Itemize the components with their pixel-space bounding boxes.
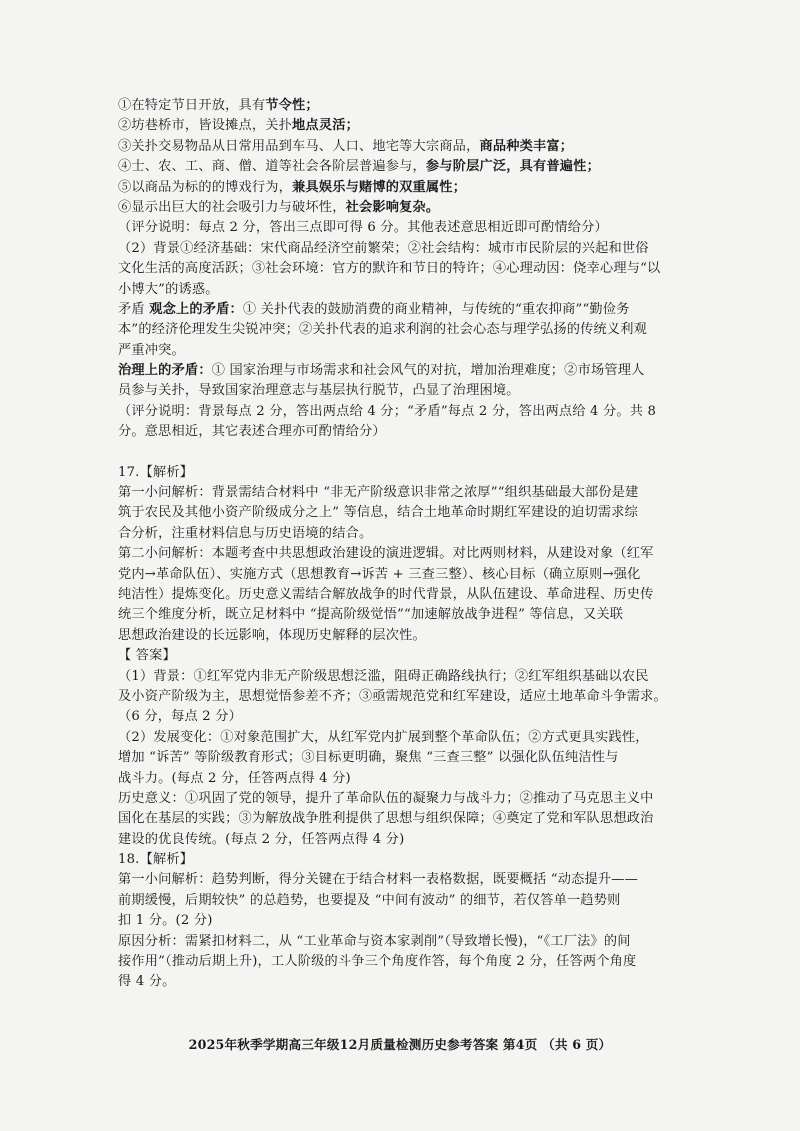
feature-4: ④士、农、工、商、僧、道等社会各阶层普遍参与，参与阶层广泛，具有普遍性；	[118, 159, 600, 175]
q17-analysis-line: 思想政治建设的长远影响，体现历史解释的层次性。	[118, 627, 426, 643]
q17-answer-line: 国化在基层的实践；③为解放战争胜利提供了思想与组织保障；④奠定了党和军队思想政治	[118, 811, 654, 827]
q18-analysis-line: 原因分析：需紧扣材料二，从 “工业革命与资本家剥削”（导致增长慢)，“《工厂法》的间	[118, 933, 631, 949]
scoring-note-2: （评分说明：背景每点 2 分，答出两点给 4 分；“矛盾”每点 2 分，答出两点给 4 分。共 8	[118, 403, 657, 419]
scoring-note-2: 分。意思相近，其它表述合理亦可酌情给分）	[118, 424, 386, 440]
contradiction-line: 本”的经济伦理发生尖锐冲突；②关扑代表的追求利润的社会心态与理学弘扬的传统义利观	[118, 322, 648, 338]
q17-answer-line: （6 分，每点 2 分）	[118, 709, 243, 725]
feature-5: ⑤以商品为标的的博戏行为，兼具娱乐与赌博的双重属性；	[118, 179, 467, 195]
q17-answer-line: 历史意义：①巩固了党的领导，提升了革命队伍的凝聚力与战斗力；②推动了马克思主义中	[118, 790, 654, 806]
q18-analysis-line: 前期缓慢，后期较快” 的总趋势，也要提及 “中间有波动” 的细节，若仅答单一趋势则	[118, 892, 621, 908]
q17-section	[118, 463, 730, 850]
contradiction-concept: 矛盾 观念上的矛盾：① 关扑代表的鼓励消费的商业精神，与传统的“重农抑商”“勤俭务	[118, 301, 630, 317]
q18-heading: 18.【解析】	[118, 852, 194, 868]
q17-analysis-line: 党内→革命队伍）、实施方式（思想教育→诉苦 + 三查三整）、核心目标（确立原则→强化	[118, 566, 641, 582]
q17-analysis-line: 第二小问解析：本题考查中共思想政治建设的演进逻辑。对比两则材料，从建设对象（红军	[118, 546, 654, 562]
contradiction-line: 严重冲突。	[118, 342, 185, 358]
q17-answer-line: 增加 “诉苦” 等阶级教育形式；③目标更明确，聚焦 “三查三整” 以强化队伍纯洁性与	[118, 750, 619, 766]
background-line: 小博大”的诱惑。	[118, 281, 219, 297]
q18-section	[118, 850, 730, 993]
feature-3: ③关扑交易物品从日常用品到车马、人口、地宅等大宗商品，商品种类丰富；	[118, 138, 574, 154]
q17-answer-line: 及小资产阶级为主，思想觉悟参差不齐；③亟需规范党和红军建设，适应土地革命斗争需求。	[118, 688, 667, 704]
q17-analysis-line: 纯洁性）提炼变化。历史意义需结合解放战争的时代背景，从队伍建设、革命进程、历史传	[118, 586, 654, 602]
feature-1: ①在特定节日开放，具有节令性；	[118, 98, 319, 113]
q18-analysis-line: 接作用”（推动后期上升)，工人阶级的斗争三个角度作答，每个角度 2 分，任答两个角度	[118, 954, 637, 970]
q17-analysis-line: 筑于农民及其他小资产阶级成分之上” 等信息，结合土地革命时期红军建设的迫切需求综	[118, 505, 639, 521]
page-footer: 2025年秋季学期高三年级12月质量检测历史参考答案 第4页 （共 6 页）	[188, 1037, 612, 1052]
q16-features	[118, 96, 730, 443]
contradiction-governance: 治理上的矛盾：① 国家治理与市场需求和社会风气的对抗，增加治理难度；②市场管理人	[118, 363, 645, 379]
q17-answer-line: （2）发展变化：①对象范围扩大，从红军党内扩展到整个革命队伍；②方式更具实践性，	[118, 729, 649, 745]
answer-content	[118, 96, 730, 993]
feature-6: ⑥显示出巨大的社会吸引力与破坏性，社会影响复杂。	[118, 199, 440, 215]
q18-analysis-line: 得 4 分。	[118, 974, 176, 990]
spacer	[118, 443, 730, 463]
q18-analysis-line: 扣 1 分。(2 分)	[118, 913, 213, 929]
q17-analysis-line: 合分析，注重材料信息与历史语境的结合。	[118, 525, 373, 541]
q17-heading: 17.【解析】	[118, 464, 194, 480]
contradiction-line: 员参与关扑，导致国家治理意志与基层执行脱节，凸显了治理困境。	[118, 383, 520, 399]
q17-analysis-line: 统三个维度分析，既立足材料中 “提高阶级觉悟”“加速解放战争进程” 等信息，又关联	[118, 607, 624, 623]
q17-answer-line: 建设的优良传统。(每点 2 分，任答两点得 4 分)	[118, 831, 405, 847]
scoring-note-1: （评分说明：每点 2 分，答出三点即可得 6 分。其他表述意思相近即可酌情给分）	[118, 220, 608, 236]
background-line: 文化生活的高度活跃；③社会环境：官方的默许和节日的特许；④心理动因：侥幸心理与“以	[118, 261, 661, 277]
q17-answer-line: 战斗力。(每点 2 分，任答两点得 4 分)	[118, 770, 351, 786]
feature-2: ②坊巷桥市，皆设摊点，关扑地点灵活；	[118, 118, 359, 134]
q17-answer-line: （1）背景：①红军党内非无产阶级思想泛滥，阻碍正确路线执行；②红军组织基础以农民	[118, 668, 649, 684]
background-line: （2）背景①经济基础：宋代商品经济空前繁荣；②社会结构：城市市民阶层的兴起和世俗	[118, 240, 649, 256]
q17-analysis-line: 第一小问解析：背景需结合材料中 “非无产阶级意识非常之浓厚”“组织基础最大部份是建	[118, 485, 639, 501]
q17-answer-heading: 【 答案】	[118, 648, 176, 664]
q18-analysis-line: 第一小问解析：趋势判断，得分关键在于结合材料一表格数据，既要概括 “动态提升——	[118, 872, 639, 888]
